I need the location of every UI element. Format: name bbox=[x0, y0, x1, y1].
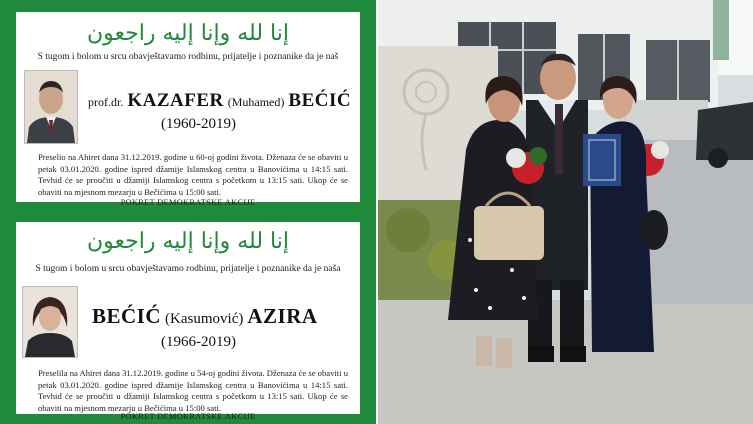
portrait-photo bbox=[24, 70, 78, 144]
obituary-notice-2 bbox=[0, 212, 376, 424]
deceased-name bbox=[88, 90, 351, 112]
title-prefix: prof.dr. bbox=[88, 95, 124, 109]
first-name: AZIRA bbox=[247, 304, 318, 328]
life-years: (1966-2019) bbox=[161, 334, 236, 350]
intro-text: S tugom i bolom u srcu obavještavamo rodbinu, prijatelje i poznanike da je naš bbox=[37, 52, 339, 62]
portrait-photo bbox=[22, 286, 78, 358]
funeral-details: Preselila na Ahiret dana 31.12.2019. godine u 54-oj godini života. Dženaza će se obaviti u petak 03.01.2020. godine ispred džamije Islamskog centra u Banovićima u 14:15 sati. Tevhid će se proučiti u džamiji Islamskog centra s početkom u 13:15 sati. Ukop će se obaviti na mjesnom mezarju u Bečićima u 15:00 sati. bbox=[38, 368, 348, 413]
family-photo bbox=[378, 0, 753, 424]
obituary-notice-1 bbox=[0, 0, 376, 212]
intro-text: S tugom i bolom u srcu obavještavamo rodbinu, prijatelje i poznanike da je naša bbox=[35, 264, 341, 274]
arabic-calligraphy: إنا لله وإنا إليه راجعون bbox=[87, 21, 289, 46]
father-name: (Muhamed) bbox=[227, 95, 285, 109]
arabic-calligraphy: إنا لله وإنا إليه راجعون bbox=[87, 229, 289, 254]
organization-footer: POKRET DEMOKRATSKE AKCIJE bbox=[120, 198, 256, 207]
surname: BEĆIĆ bbox=[288, 90, 352, 111]
first-name: KAZAFER bbox=[127, 90, 224, 111]
maiden-name: (Kasumović) bbox=[165, 311, 244, 327]
deceased-name bbox=[92, 304, 318, 329]
funeral-details: Preselio na Ahiret dana 31.12.2019. godine u 60-oj godini života. Dženaza će se obaviti u petak 03.01.2020. godine ispred džamije Islamskog centra u Banovićima u 14:15 sati. Tevhid će se proučiti u džamiji Islamskog centra s početkom u 13:15 sati. Ukop će se obaviti na mjesnom mezarju u Bečićima u 15:00 sati. bbox=[38, 152, 348, 197]
surname: BEĆIĆ bbox=[92, 304, 162, 328]
life-years: (1960-2019) bbox=[161, 116, 236, 132]
notice-card bbox=[14, 10, 362, 207]
notice-card bbox=[14, 220, 362, 421]
organization-footer: POKRET DEMOKRATSKE AKCIJE bbox=[120, 412, 256, 421]
